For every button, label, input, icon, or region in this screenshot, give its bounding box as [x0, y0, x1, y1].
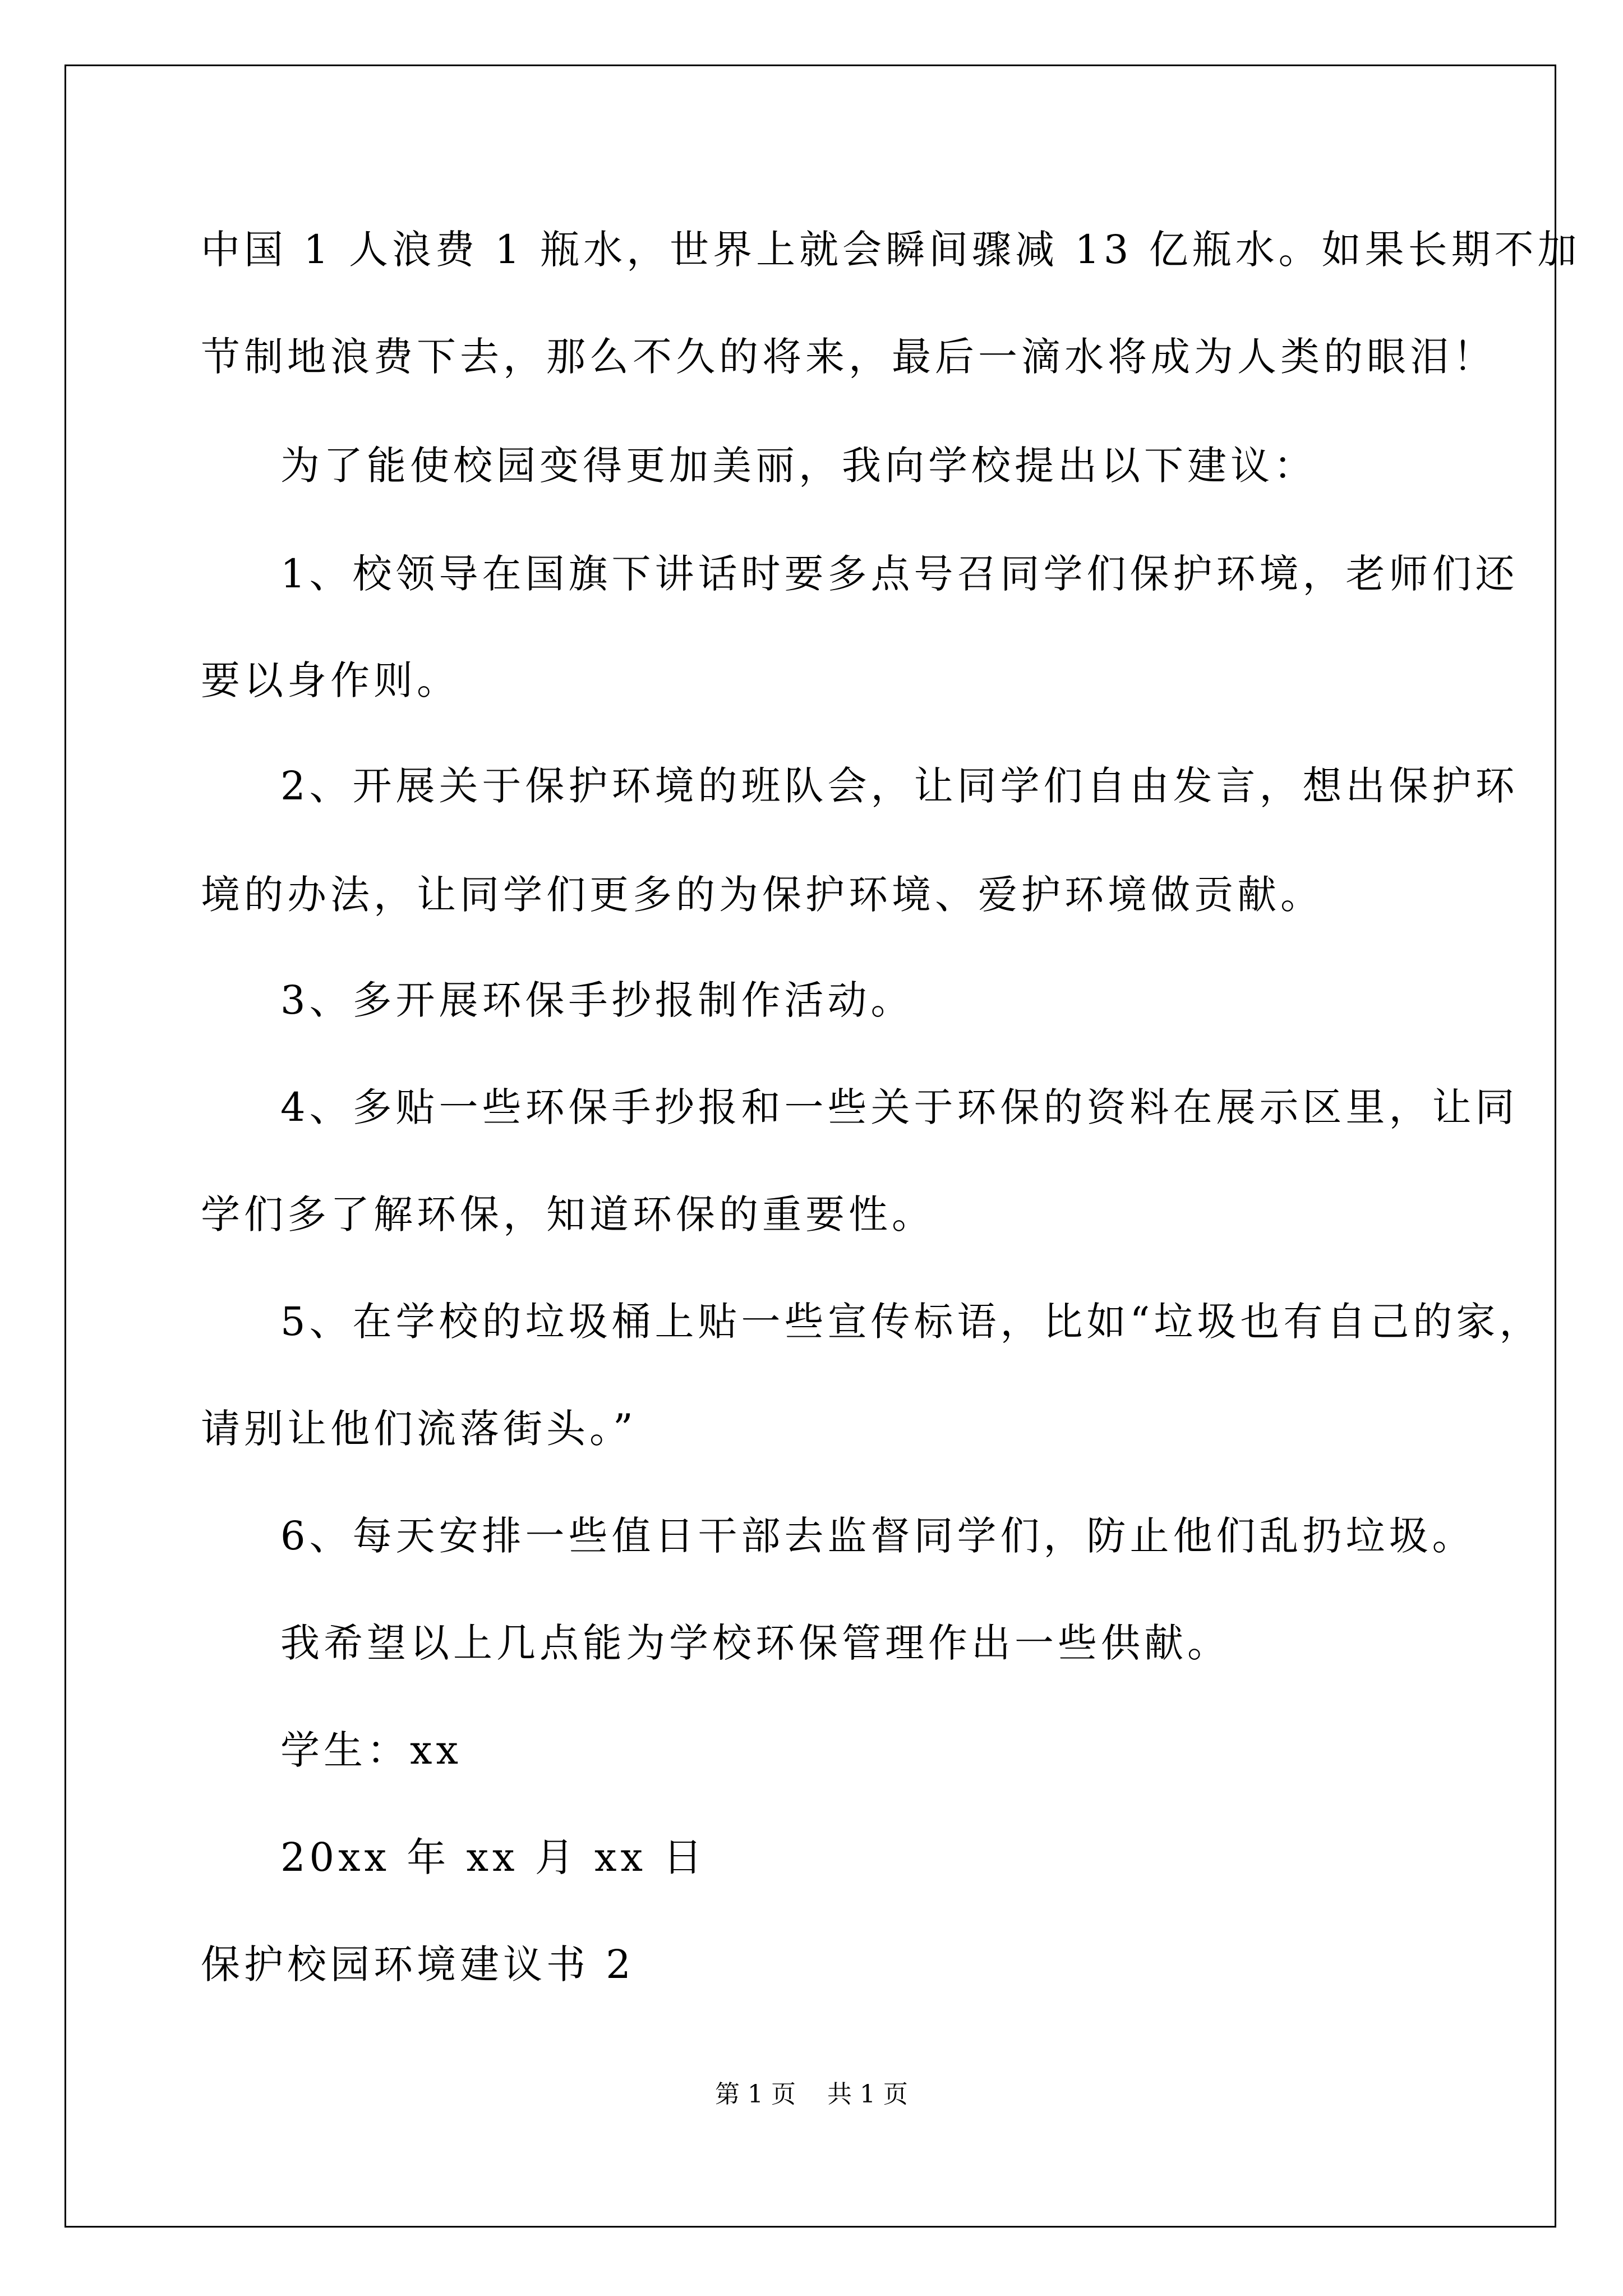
suggestion-5-line-1: 5、在学校的垃圾桶上贴一些宣传标语，比如“垃圾也有自己的家， [280, 1299, 1543, 1345]
page-footer: 第 1 页 共 1 页 [715, 2080, 908, 2109]
suggestion-4-line-2: 学们多了解环保，知道环保的重要性。 [201, 1191, 935, 1237]
paragraph-1-line-2: 节制地浪费下去，那么不久的将来，最后一滴水将成为人类的眼泪！ [201, 334, 1496, 380]
suggestion-1-line-1: 1、校领导在国旗下讲话时要多点号召同学们保护环境，老师们还 [280, 551, 1519, 597]
suggestion-2-line-1: 2、开展关于保护环境的班队会，让同学们自由发言，想出保护环 [280, 763, 1519, 809]
student-signature: 学生：xx [280, 1727, 462, 1773]
suggestion-6-line-1: 6、每天安排一些值日干部去监督同学们，防止他们乱扔垃圾。 [280, 1513, 1476, 1559]
suggestion-3-line-1: 3、多开展环保手抄报制作活动。 [280, 977, 914, 1023]
closing-wish: 我希望以上几点能为学校环保管理作出一些供献。 [280, 1620, 1230, 1666]
suggestion-5-line-2: 请别让他们流落街头。” [201, 1406, 637, 1452]
paragraph-1-line-1: 中国 1 人浪费 1 瓶水，世界上就会瞬间骤减 13 亿瓶水。如果长期不加 [201, 227, 1581, 273]
suggestion-2-line-2: 境的办法，让同学们更多的为保护环境、爱护环境做贡献。 [201, 872, 1324, 918]
paragraph-2-line-1: 为了能使校园变得更加美丽，我向学校提出以下建议： [280, 443, 1317, 489]
date-line: 20xx 年 xx 月 xx 日 [280, 1834, 707, 1880]
suggestion-4-line-1: 4、多贴一些环保手抄报和一些关于环保的资料在展示区里，让同 [280, 1084, 1519, 1130]
next-section-title: 保护校园环境建议书 2 [201, 1941, 635, 1987]
page-border [64, 65, 1581, 2228]
suggestion-1-line-2: 要以身作则。 [201, 657, 460, 703]
